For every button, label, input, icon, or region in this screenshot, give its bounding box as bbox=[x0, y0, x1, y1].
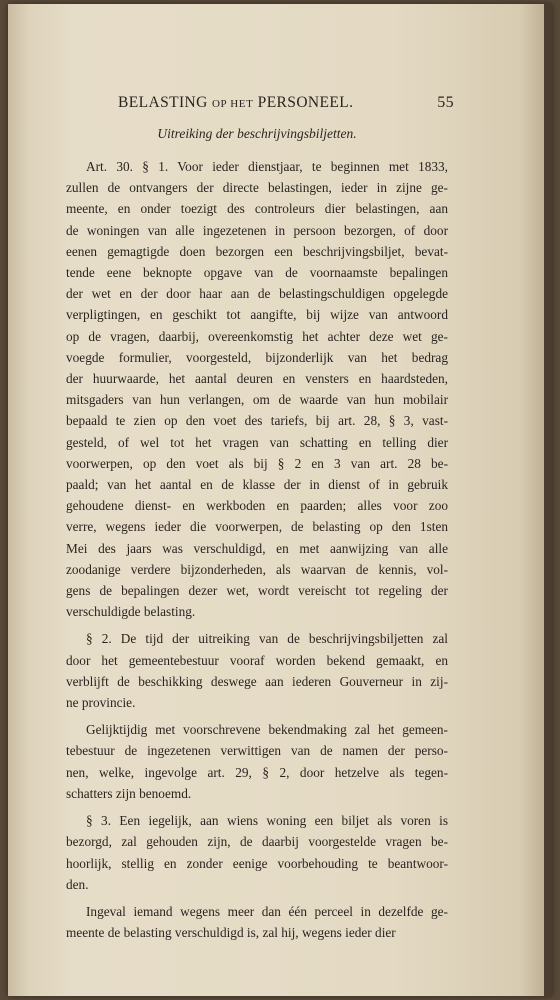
text-line: meente, en onder toezigt des controleurs dier belastingen, aan bbox=[66, 201, 448, 217]
body-text bbox=[66, 156, 448, 943]
text-line: hoorlijk, stellig en zonder eenige voorbehouding te beantwoor- bbox=[66, 855, 448, 871]
text-line: der huurwaarde, het aantal deuren en vensters en haardsteden, bbox=[66, 371, 448, 387]
text-line: de woningen van alle ingezetenen in persoon bezorgen, of door bbox=[66, 222, 448, 238]
page-content bbox=[66, 86, 454, 949]
book-page bbox=[8, 4, 552, 996]
text-line: gehoudene dienst- en werkboden en paarden; alles voor zoo bbox=[66, 498, 448, 514]
text-line: verschuldigde belasting. bbox=[66, 604, 196, 620]
text-line: gesteld, of wel tot het vragen van schatting en telling dier bbox=[66, 434, 448, 450]
running-title-part2: PERSONEEL. bbox=[257, 94, 354, 111]
text-line: verblijft de beschikking deswege aan iederen Gouverneur in zij- bbox=[66, 673, 448, 689]
page-edge-shadow bbox=[544, 4, 552, 996]
running-title-small: OP HET bbox=[212, 98, 254, 110]
text-line: meente de belasting verschuldigd is, zal hij, wegens ieder dier bbox=[66, 925, 396, 941]
text-line: zoodanige verdere bijzonderheden, als waarvan de kennis, vol- bbox=[66, 561, 448, 577]
text-line: § 3. Een iegelijk, aan wiens woning een biljet als voren is bbox=[86, 813, 448, 829]
text-line: Ingeval iemand wegens meer dan één perceel in dezelfde ge- bbox=[86, 903, 448, 919]
text-line: door het gemeentebestuur vooraf worden bekend gemaakt, en bbox=[66, 652, 448, 668]
paragraph bbox=[66, 156, 448, 622]
text-line: den. bbox=[66, 876, 89, 892]
text-line: paald; van het aantal en de klasse der in dienst of in gebruik bbox=[66, 477, 448, 493]
running-header bbox=[66, 86, 454, 112]
text-line: op de vragen, daarbij, overeenkomstig het achter deze wet ge- bbox=[66, 328, 448, 344]
text-line: verpligtingen, en geschikt tot aangifte, bij wijze van antwoord bbox=[66, 307, 448, 323]
text-line: tebestuur de ingezetenen verwittigen van de namen der perso- bbox=[66, 743, 448, 759]
text-line: tende eene beknopte opgave van de voornaamste bepalingen bbox=[66, 265, 448, 281]
text-line: mitsgaders van hun verlangen, om de waarde van hun mobilair bbox=[66, 392, 448, 408]
text-line: nen, welke, ingevolge art. 29, § 2, door hetzelve als tegen- bbox=[66, 764, 448, 780]
text-line: voegde formulier, voorgesteld, bijzonderlijk van het bedrag bbox=[66, 349, 448, 365]
text-line: der wet en der door haar aan de belastingschuldigen opgelegde bbox=[66, 286, 448, 302]
paragraph bbox=[66, 901, 448, 943]
text-line: voorwerpen, op den voet als bij § 2 en 3 van art. 28 be- bbox=[66, 455, 448, 471]
paragraph bbox=[66, 628, 448, 713]
paragraph bbox=[66, 719, 448, 804]
running-title bbox=[118, 94, 353, 112]
text-line: verre, wegens ieder die voorwerpen, de belasting op den 1sten bbox=[66, 519, 448, 535]
text-line: Art. 30. § 1. Voor ieder dienstjaar, te beginnen met 1833, bbox=[86, 159, 448, 174]
text-line: bezorgd, zal gehouden zijn, de daarbij voorgestelde vragen be- bbox=[66, 834, 448, 850]
text-line: Mei des jaars was verschuldigd, en met aanwijzing van alle bbox=[66, 540, 448, 556]
text-line: bepaald te zien op den voet des tariefs, bij art. 28, § 3, vast- bbox=[66, 413, 448, 429]
running-title-part1: BELASTING bbox=[118, 94, 208, 111]
paragraph bbox=[66, 810, 448, 895]
text-line: gens de bepalingen dezer wet, wordt vereischt tot regeling der bbox=[66, 583, 448, 599]
text-line: schatters zijn benoemd. bbox=[66, 785, 192, 801]
text-line: § 2. De tijd der uitreiking van de beschrijvingsbiljetten zal bbox=[86, 631, 448, 647]
text-line: eenen gemagtigde doen bezorgen een beschrijvingsbiljet, bevat- bbox=[66, 243, 448, 259]
text-line: Gelijktijdig met voorschrevene bekendmaking zal het gemeen- bbox=[86, 722, 448, 738]
text-line: zullen de ontvangers der directe belastingen, ieder in zijne ge- bbox=[66, 180, 448, 196]
page-number: 55 bbox=[437, 94, 454, 111]
section-subheading: Uitreiking der beschrijvingsbiljetten. bbox=[157, 126, 357, 141]
text-line: ne provincie. bbox=[66, 695, 136, 711]
